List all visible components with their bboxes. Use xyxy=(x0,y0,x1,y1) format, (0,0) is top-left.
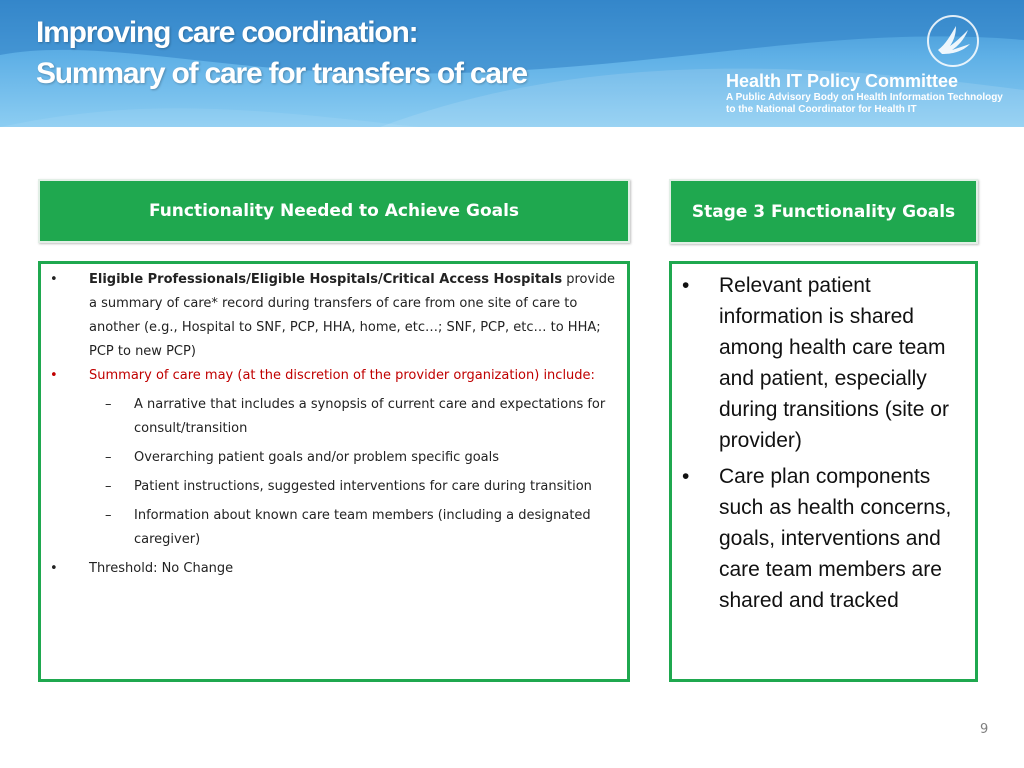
org-branding xyxy=(726,70,1003,116)
header-banner xyxy=(0,0,1024,127)
list-item: • Relevant patient information is shared among health care team and patient, especially during transitions (site or provider) xyxy=(672,270,972,456)
sub-list-item: – Overarching patient goals and/or problem specific goals xyxy=(41,446,621,470)
org-subtitle-line-2: to the National Coordinator for Health IT xyxy=(726,104,917,115)
list-item-threshold: • Threshold: No Change xyxy=(41,557,621,581)
eligible-providers-text: provide a summary of care* record during transfers of care from one site of care to another (e.g., Hospital to SNF, PCP, HHA, home, etc…; SNF, PCP, etc… to HHA; PCP to new PCP) xyxy=(89,272,616,359)
goals-list xyxy=(672,270,972,621)
title-line-2: Summary of care for transfers of care xyxy=(36,57,527,90)
org-name: Health IT Policy Committee xyxy=(726,71,959,91)
left-column-heading: Functionality Needed to Achieve Goals xyxy=(38,179,630,243)
page-title xyxy=(36,12,527,94)
sub-list-item: – Information about known care team members (including a designated caregiver) xyxy=(41,504,621,552)
functionality-needed-panel xyxy=(38,261,630,682)
sub-list-item: – A narrative that includes a synopsis of current care and expectations for consult/transition xyxy=(41,393,621,441)
eligible-providers-bold-text: Eligible Professionals/Eligible Hospitals/Critical Access Hospitals xyxy=(89,272,563,287)
hhs-eagle-logo-icon xyxy=(926,14,980,68)
stage3-goals-panel xyxy=(669,261,978,682)
functionality-list xyxy=(41,268,621,581)
list-item-summary-of-care: • Summary of care may (at the discretion of the provider organization) include: xyxy=(41,364,621,388)
sub-list-item: – Patient instructions, suggested interventions for care during transition xyxy=(41,475,621,499)
right-column-heading: Stage 3 Functionality Goals xyxy=(669,179,978,244)
list-item: • Care plan components such as health concerns, goals, interventions and care team members are shared and tracked xyxy=(672,461,972,616)
list-item-eligible-providers xyxy=(41,268,621,364)
title-line-1: Improving care coordination: xyxy=(36,16,418,49)
org-subtitle-line-1: A Public Advisory Body on Health Information Technology xyxy=(726,92,1003,103)
page-number: 9 xyxy=(980,722,989,737)
